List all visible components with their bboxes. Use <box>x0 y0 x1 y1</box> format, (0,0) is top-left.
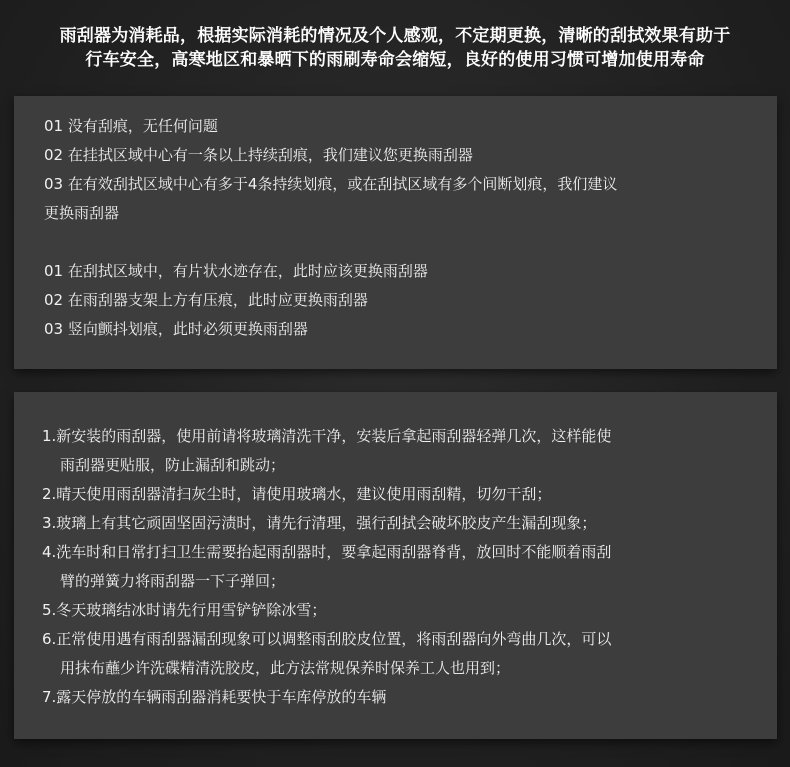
usage-tips-panel <box>14 392 777 739</box>
tip-3: 3.玻璃上有其它顽固坚固污渍时，请先行清理，强行刮拭会破坏胶皮产生漏刮现象； <box>42 514 597 532</box>
tip-5: 5.冬天玻璃结冰时请先行用雪铲铲除冰雪； <box>42 601 327 619</box>
header-line-2: 行车安全，高寒地区和暴晒下的雨刷寿命会缩短，良好的使用习惯可增加使用寿命 <box>85 50 705 70</box>
panel1-line-5: 01 在刮拭区域中，有片状水迹存在，此时应该更换雨刮器 <box>44 262 428 280</box>
tip-1-line-1: 1.新安装的雨刮器，使用前请将玻璃清洗干净，安装后拿起雨刮器轻弹几次，这样能使 <box>42 427 612 445</box>
panel1-spacer <box>44 228 777 257</box>
header-notice <box>0 24 790 72</box>
panel1-line-1: 01 没有刮痕，无任何问题 <box>44 117 218 135</box>
panel1-line-2: 02 在挂拭区域中心有一条以上持续刮痕，我们建议您更换雨刮器 <box>44 146 473 164</box>
panel1-line-4: 更换雨刮器 <box>44 204 120 222</box>
tip-2: 2.晴天使用雨刮器清扫灰尘时，请使用玻璃水，建议使用雨刮精，切勿干刮； <box>42 485 552 503</box>
tip-4-line-1: 4.洗车时和日常打扫卫生需要抬起雨刮器时，要拿起雨刮器脊背，放回时不能顺着雨刮 <box>42 543 612 561</box>
tip-4-line-2: 臂的弹簧力将雨刮器一下子弹回； <box>60 572 286 590</box>
panel1-line-7: 03 竖向颤抖划痕，此时必须更换雨刮器 <box>44 320 308 338</box>
header-line-1: 雨刮器为消耗品，根据实际消耗的情况及个人感观，不定期更换，清晰的刮拭效果有助于 <box>59 26 731 46</box>
tip-6-line-2: 用抹布蘸少许洗碟精清洗胶皮，此方法常规保养时保养工人也用到； <box>60 659 511 677</box>
tip-6-line-1: 6.正常使用遇有雨刮器漏刮现象可以调整雨刮胶皮位置，将雨刮器向外弯曲几次，可以 <box>42 630 612 648</box>
panel1-line-3: 03 在有效刮拭区域中心有多于4条持续划痕，或在刮拭区域有多个间断划痕，我们建议 <box>44 175 618 193</box>
wear-indicator-panel <box>14 96 777 369</box>
panel1-line-6: 02 在雨刮器支架上方有压痕，此时应更换雨刮器 <box>44 291 368 309</box>
tip-7: 7.露天停放的车辆雨刮器消耗要快于车库停放的车辆 <box>42 688 387 706</box>
tip-1-line-2: 雨刮器更贴服，防止漏刮和跳动； <box>60 456 286 474</box>
